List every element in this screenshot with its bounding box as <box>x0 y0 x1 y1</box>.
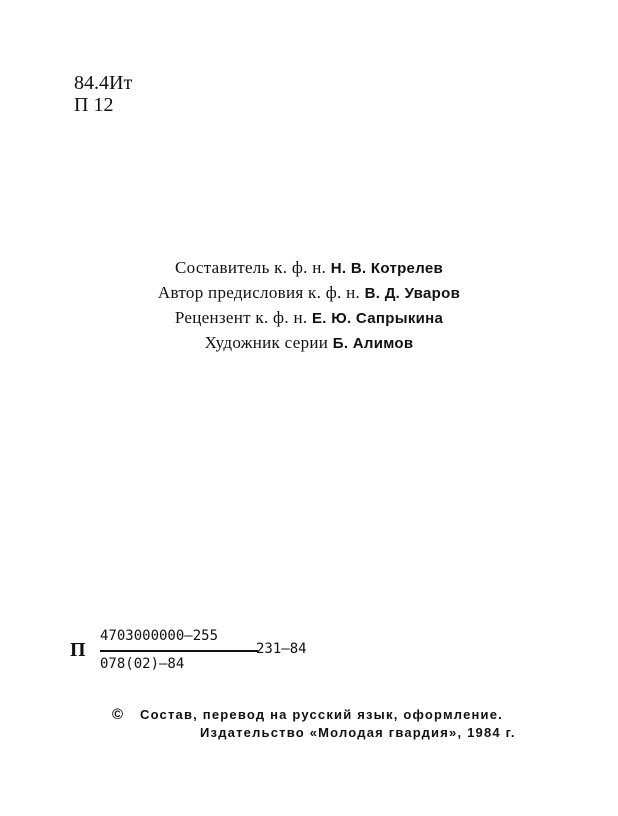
credit-role: Составитель к. ф. н. <box>175 258 327 277</box>
index-letter: П <box>70 639 86 661</box>
index-denominator: 078(02)—84 <box>100 656 185 672</box>
credit-name: В. Д. Уваров <box>364 285 461 302</box>
credit-name: Н. В. Котрелев <box>330 260 443 277</box>
credit-name: Е. Ю. Сапрыкина <box>311 310 444 327</box>
copyright-line-2: Издательство «Молодая гвардия», 1984 г. <box>200 725 516 740</box>
copyright-line-1: Состав, перевод на русский язык, оформление. <box>140 707 503 722</box>
classification-block <box>74 72 132 116</box>
bbk-code: 84.4Ит <box>74 72 133 94</box>
credit-reviewer <box>0 306 618 331</box>
copyright-icon: © <box>112 706 125 723</box>
fraction-rule <box>100 650 258 652</box>
copyright-notice <box>112 706 516 742</box>
credit-name: Б. Алимов <box>332 335 414 352</box>
credit-role: Автор предисловия к. ф. н. <box>157 283 361 302</box>
credit-role: Художник серии <box>204 333 329 352</box>
index-numerator: 4703000000—255 <box>100 628 219 644</box>
credit-series-artist <box>0 331 618 356</box>
author-mark: П 12 <box>74 94 114 116</box>
index-suffix: 231—84 <box>256 641 307 657</box>
credit-preface-author <box>0 281 618 306</box>
credit-role: Рецензент к. ф. н. <box>174 308 308 327</box>
credit-compiler <box>0 256 618 281</box>
credits-block <box>0 256 618 356</box>
